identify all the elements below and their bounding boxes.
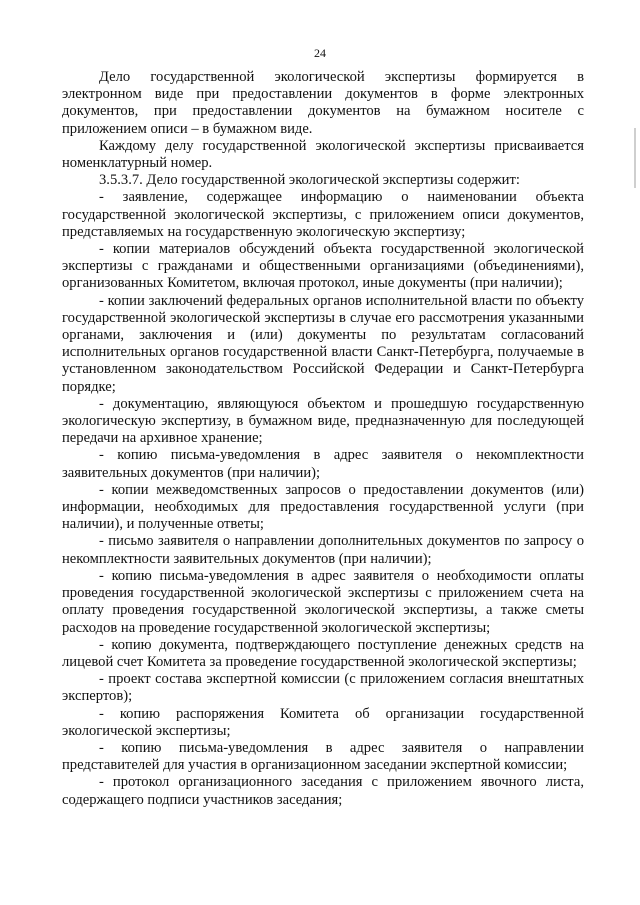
list-item: - копию письма-уведомления в адрес заявителя о необходимости оплаты проведения государственной экологической экспертизы с приложением счета на оплату проведения государственной экологической экспертизы, а также сметы расходов на проведение государственной экологической экспертизы; [62,567,584,636]
list-item: - копии материалов обсуждений объекта государственной экологической экспертизы с гражданами и общественными организациями (объединениями), организованных Комитетом, включая протокол, иные документы (при наличии); [62,241,584,292]
paragraph: Дело государственной экологической экспертизы формируется в электронном виде при предоставлении документов в форме электронных документов, при предоставлении документов на бумажном носителе с приложением описи – в бумажном виде. [62,69,584,137]
paragraph: Каждому делу государственной экологической экспертизы присваивается номенклатурный номер. [62,137,584,172]
list-item: - письмо заявителя о направлении дополнительных документов по запросу о некомплектности заявительных документов (при наличии); [62,533,584,567]
list-item: - протокол организационного заседания с приложением явочного листа, содержащего подписи участников заседания; [62,774,584,808]
list-item: - копии заключений федеральных органов исполнительной власти по объекту государственной экологической экспертизы в случае его рассмотрения указанными органами, заключения и (или) документы по результатам согласований исполнительных органов государственной власти Санкт-Петербурга, получаемые в установленном законодательством Российской Федерации и Санкт-Петербурга порядке; [62,292,584,395]
list-item: - проект состава экспертной комиссии (с приложением согласия внештатных экспертов); [62,671,584,705]
list-item: - копию распоряжения Комитета об организации государственной экологической экспертизы; [62,705,584,739]
list-item: - копии межведомственных запросов о предоставлении документов (или) информации, необходимых для предоставления государственной услуги (при наличии), и полученные ответы; [62,481,584,533]
list-item: - документацию, являющуюся объектом и прошедшую государственную экологическую экспертизу, в бумажном виде, предназначенную для последующей передачи на архивное хранение; [62,395,584,447]
list-item: - копию документа, подтверждающего поступление денежных средств на лицевой счет Комитета за проведение государственной экологической экспертизы; [62,636,584,670]
list-item: - заявление, содержащее информацию о наименовании объекта государственной экологической экспертизы, с приложением описи документов, представляемых на государственную экологическую экспертизу; [62,189,584,240]
body-text [62,69,584,809]
list-item: - копию письма-уведомления в адрес заявителя о некомплектности заявительных документов (при наличии); [62,447,584,481]
list-item: - копию письма-уведомления в адрес заявителя о направлении представителей для участия в организационном заседании экспертной комиссии; [62,739,584,774]
scan-edge-mark [634,128,636,188]
page-number: 24 [314,46,326,60]
section-heading: 3.5.3.7. Дело государственной экологической экспертизы содержит: [99,172,520,189]
